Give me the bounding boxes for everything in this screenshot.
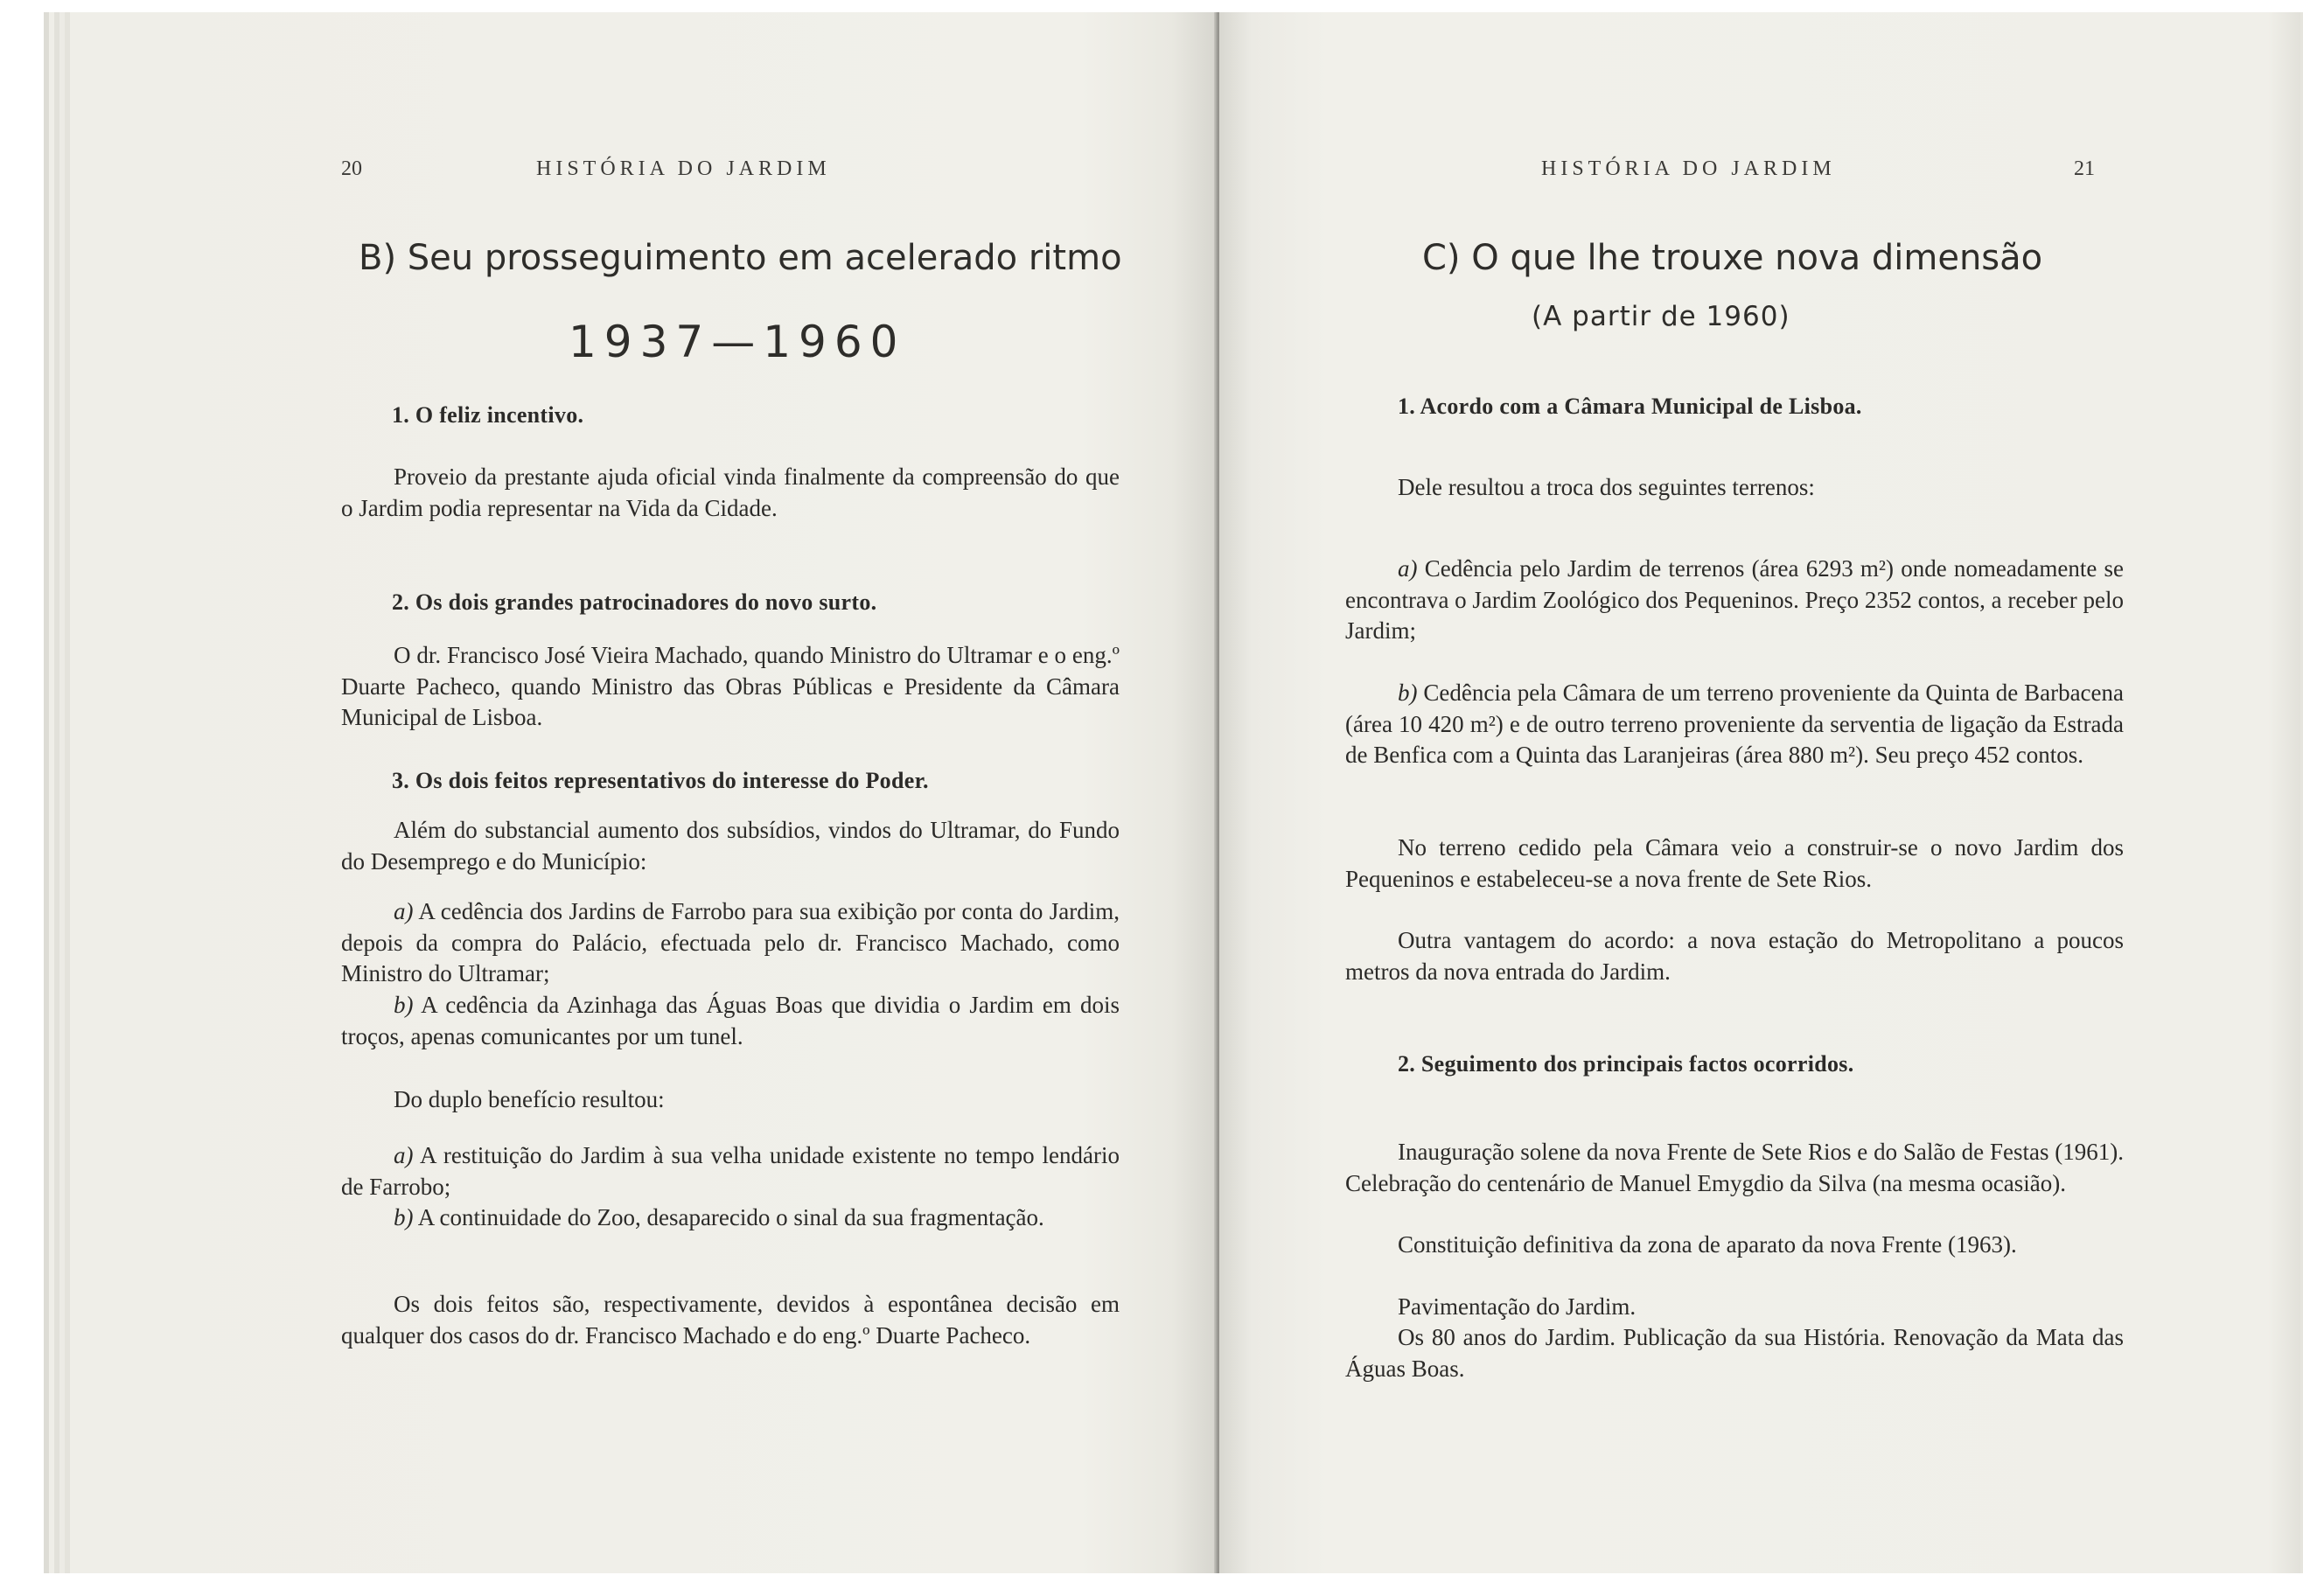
- paragraph: O dr. Francisco José Vieira Machado, quando Ministro do Ultramar e o eng.º Duarte Pacheco, quando Ministro das Obras Públicas e Presidente da Câmara Municipal de Lisboa.: [341, 642, 1120, 730]
- section-heading-2: 2. Os dois grandes patrocinadores do novo surto.: [392, 589, 877, 615]
- section-heading-1: 1. O feliz incentivo.: [392, 402, 584, 428]
- right-page: [1219, 12, 2300, 1573]
- list-item-b: [341, 990, 1120, 1052]
- paragraph: Outra vantagem do acordo: a nova estação do Metropolitano a poucos metros da nova entrada do Jardim.: [1345, 927, 2124, 985]
- paragraph: Dele resultou a troca dos seguintes terrenos:: [1398, 474, 1815, 500]
- list-item-a: [341, 1140, 1120, 1202]
- page-number-left: 20: [341, 157, 362, 180]
- page-number-right: 21: [2074, 157, 2095, 180]
- list-text: Cedência pelo Jardim de terrenos (área 6293 m²) onde nomeadamente se encontrava o Jardim Zoológico dos Pequeninos. Preço 2352 contos, a receber pelo Jardim;: [1345, 555, 2124, 644]
- section-heading-3: 3. Os dois feitos representativos do interesse do Poder.: [392, 768, 929, 793]
- paragraph: Os dois feitos são, respectivamente, devidos à espontânea decisão em qualquer dos casos do dr. Francisco Machado e do eng.º Duarte Pacheco.: [341, 1291, 1120, 1349]
- left-page: [70, 12, 1218, 1573]
- list-item-b: [1345, 678, 2124, 771]
- list-text: Cedência pela Câmara de um terreno proveniente da Quinta de Barbacena (área 10 420 m²) e de outro terreno proveniente da serventia de ligação da Estrada de Benfica com a Quinta das Laranjeiras (área 880 m²). Seu preço 452 contos.: [1345, 680, 2125, 768]
- section-years: 1937—1960: [569, 317, 906, 367]
- list-text: A cedência dos Jardins de Farrobo para sua exibição por conta do Jardim, depois da compra do Palácio, efectuada pelo dr. Francisco Machado, como Ministro do Ultramar;: [341, 898, 1120, 986]
- paragraph: Pavimentação do Jardim.: [1398, 1293, 1637, 1320]
- list-label: a): [394, 898, 414, 924]
- running-head-right: HISTÓRIA DO JARDIM: [1541, 157, 1836, 180]
- list-label: b): [394, 992, 414, 1018]
- list-text: A continuidade do Zoo, desaparecido o sinal da sua fragmentação.: [417, 1204, 1044, 1230]
- section-heading-1: 1. Acordo com a Câmara Municipal de Lisboa.: [1398, 394, 1862, 419]
- list-label: a): [1398, 555, 1418, 582]
- list-label: a): [394, 1142, 414, 1168]
- list-text: A cedência da Azinhaga das Águas Boas que dividia o Jardim em dois troços, apenas comunicantes por um tunel.: [341, 992, 1120, 1049]
- paragraph: Constituição definitiva da zona de aparato da nova Frente (1963).: [1398, 1231, 2017, 1258]
- paragraph: Os 80 anos do Jardim. Publicação da sua História. Renovação da Mata das Águas Boas.: [1345, 1324, 2124, 1382]
- list-item-a: [341, 896, 1120, 990]
- list-item-a: [1345, 554, 2124, 647]
- paragraph: No terreno cedido pela Câmara veio a construir-se o novo Jardim dos Pequeninos e estabeleceu-se a nova frente de Sete Rios.: [1345, 834, 2124, 892]
- paragraph: Proveio da prestante ajuda oficial vinda finalmente da compreensão do que o Jardim podia representar na Vida da Cidade.: [341, 463, 1120, 521]
- list-text: A restituição do Jardim à sua velha unidade existente no tempo lendário de Farrobo;: [341, 1142, 1120, 1200]
- open-book: [33, 12, 2279, 1573]
- section-subtitle: (A partir de 1960): [1532, 301, 1790, 332]
- list-item-b: [341, 1202, 1120, 1234]
- paragraph: Do duplo benefício resultou:: [394, 1086, 665, 1112]
- running-head-left: HISTÓRIA DO JARDIM: [536, 157, 831, 180]
- paragraph: Inauguração solene da nova Frente de Sete Rios e do Salão de Festas (1961). Celebração do centenário de Manuel Emygdio da Silva (na mesma ocasião).: [1345, 1139, 2124, 1196]
- section-title-c: C) O que lhe trouxe nova dimensão: [1422, 238, 2043, 278]
- section-title-b: B) Seu prosseguimento em acelerado ritmo: [359, 238, 1122, 278]
- list-label: b): [394, 1204, 414, 1230]
- paragraph: Além do substancial aumento dos subsídios, vindos do Ultramar, do Fundo do Desemprego e do Município:: [341, 817, 1120, 875]
- section-heading-2: 2. Seguimento dos principais factos ocorridos.: [1398, 1051, 1854, 1077]
- list-label: b): [1398, 680, 1418, 706]
